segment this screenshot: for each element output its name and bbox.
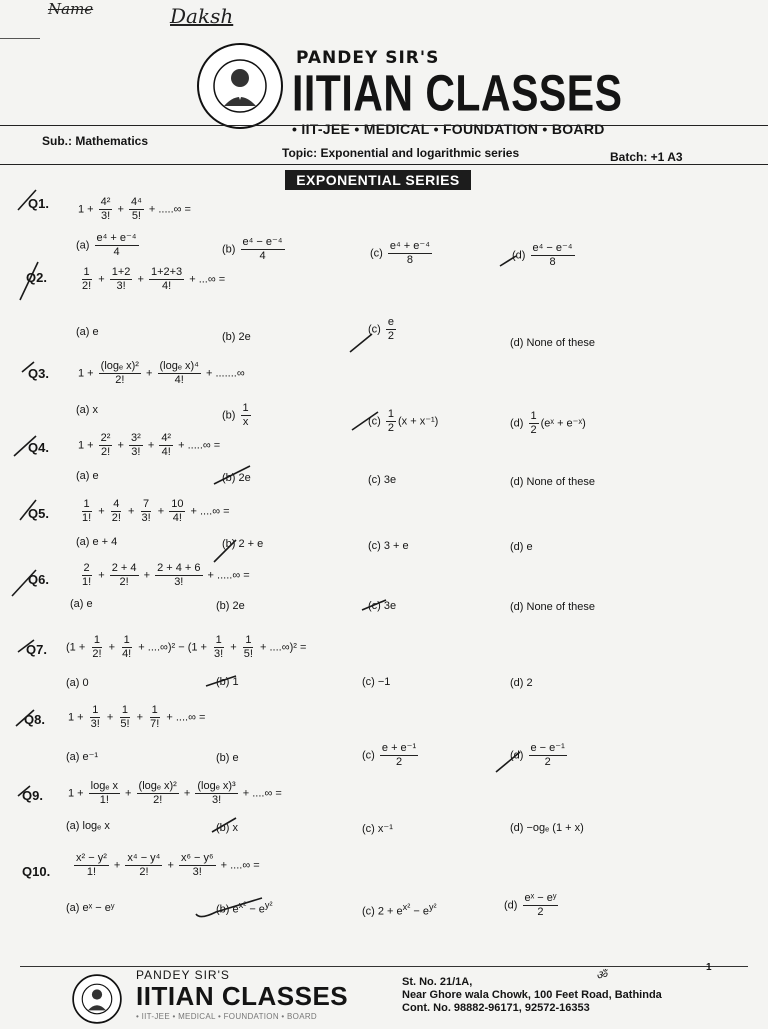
option-a: (a) e xyxy=(76,326,99,338)
section-title: EXPONENTIAL SERIES xyxy=(285,170,471,190)
handwritten-name-label: Name xyxy=(48,0,94,18)
header-brand-small: PANDEY SIR'S xyxy=(296,48,440,68)
header-brand-large: IITIAN CLASSES xyxy=(292,64,623,122)
topic-label: Topic: Exponential and logarithmic series xyxy=(282,146,520,160)
question-expression: 1 + $\frac{1}{3!}$ + $\frac{1}{5!}$ + $\frac{1}{7!}$ + ....∞ = xyxy=(68,704,206,730)
question-expression: 1 + $\frac{\text{2²}}{2!}$ + $\frac{\text{3²}}{3!}$ + $\frac{\text{4²}}{4!}$ + .....∞ = xyxy=(78,432,221,458)
option-a: (a) $\frac{\text{e⁴ + e⁻⁴}}{4}$ xyxy=(76,232,137,258)
option-d: (d) $\frac{\text{e − e⁻¹}}{2}$ xyxy=(510,742,565,768)
option-c: (c) 3 + e xyxy=(368,540,409,552)
option-c: (c) $\frac{\text{e⁴ + e⁻⁴}}{8}$ xyxy=(370,240,430,266)
option-d: (d) −ogₑ (1 + x) xyxy=(510,822,584,834)
question-number: Q10. xyxy=(22,864,51,879)
answer-mark xyxy=(214,540,236,562)
option-a: (a) eˣ − eʸ xyxy=(66,902,115,914)
option-c: (c) $\frac{1}{2}$ (x + x⁻¹) xyxy=(368,408,439,434)
seal-logo-icon xyxy=(72,974,122,1024)
question-number: Q5. xyxy=(28,506,49,521)
option-d: (d) None of these xyxy=(510,337,595,349)
option-b: (b) 2e xyxy=(222,472,251,484)
subject-label: Sub.: Mathematics xyxy=(42,134,149,148)
tick-mark xyxy=(18,786,30,796)
option-b: (b) $\frac{1}{x}$ xyxy=(222,402,249,428)
question-expression: $\frac{1}{1!}$ + $\frac{4}{2!}$ + $\frac{7}{3!}$ + $\frac{10}{4!}$ + ....∞ = xyxy=(82,498,230,524)
question-number: Q4. xyxy=(28,440,49,455)
page-number: 1 xyxy=(706,962,712,973)
answer-mark xyxy=(196,898,262,917)
answer-mark xyxy=(214,466,250,484)
footer-address-line2: Near Ghore wala Chowk, 100 Feet Road, Bathinda xyxy=(402,989,662,1001)
option-d: (d) $\frac{\text{e⁴ − e⁻⁴}}{8}$ xyxy=(512,242,573,268)
footer-brand-large: IITIAN CLASSES xyxy=(136,981,349,1011)
footer-address-line1: St. No. 21/1A, xyxy=(402,976,473,988)
question-number: Q3. xyxy=(28,366,49,381)
question-number: Q1. xyxy=(28,196,49,211)
tick-mark xyxy=(18,640,34,652)
option-a: (a) x xyxy=(76,404,98,416)
tick-mark xyxy=(12,570,36,596)
option-b: (b) x xyxy=(216,822,238,834)
option-b: (b) 2e xyxy=(216,600,245,612)
question-number: Q2. xyxy=(26,270,47,285)
answer-mark xyxy=(362,600,386,610)
question-number: Q9. xyxy=(22,788,43,803)
option-b: (b) 1 xyxy=(216,676,239,688)
answer-mark xyxy=(350,334,372,352)
answer-mark xyxy=(352,412,378,430)
answer-mark xyxy=(496,752,520,772)
answer-mark xyxy=(500,256,516,266)
question-expression: (1 + $\frac{1}{2!}$ + $\frac{1}{4!}$ + ....∞)² − (1 + $\frac{1}{3!}$ + $\frac{1}{5!}$ + ....∞)² = xyxy=(66,634,307,660)
option-a: (a) logₑ x xyxy=(66,820,110,832)
option-d: (d) $\frac{1}{2}$ (eˣ + e⁻ˣ) xyxy=(510,410,586,436)
tick-mark xyxy=(20,262,38,300)
footer-contact: Cont. No. 98882-96171, 92572-16353 xyxy=(402,1002,590,1014)
handwritten-name: Daksh xyxy=(170,4,234,28)
option-c: (c) $2 + e^{x^2} - e^{y^2}$ xyxy=(362,902,437,918)
tick-mark xyxy=(16,710,34,726)
question-expression: 1 + $\frac{\text{4²}}{3!}$ + $\frac{\text{4⁴}}{5!}$ + .....∞ = xyxy=(78,196,191,222)
tick-mark xyxy=(18,190,36,210)
tick-mark xyxy=(14,436,36,456)
tick-mark xyxy=(20,500,36,520)
batch-label: Batch: +1 A3 xyxy=(610,150,683,164)
option-c: (c) $\frac{e}{2}$ xyxy=(368,316,395,342)
option-a: (a) 0 xyxy=(66,677,89,689)
question-expression: $\frac{1}{2!}$ + $\frac{1+2}{3!}$ + $\frac{1+2+3}{4!}$ + ...∞ = xyxy=(82,266,226,292)
question-expression: 1 + $\frac{\text{(logₑ x)²}}{2!}$ + $\frac{\text{(logₑ x)⁴}}{4!}$ + .......∞ xyxy=(78,360,245,386)
answer-mark xyxy=(206,676,236,686)
question-number: Q8. xyxy=(24,712,45,727)
header-tagline: • IIT-JEE • MEDICAL • FOUNDATION • BOARD xyxy=(292,121,605,137)
question-number: Q7. xyxy=(26,642,47,657)
option-d: (d) $\frac{\text{eˣ − eʸ}}{2}$ xyxy=(504,892,557,918)
option-c: (c) x⁻¹ xyxy=(362,823,393,835)
option-a: (a) e⁻¹ xyxy=(66,751,99,763)
question-number: Q6. xyxy=(28,572,49,587)
option-d: (d) None of these xyxy=(510,476,595,488)
option-b: (b) $e^{x^2} - e^{y^2}$ xyxy=(216,900,273,916)
option-d: (d) None of these xyxy=(510,601,595,613)
option-a: (a) e + 4 xyxy=(76,536,118,548)
option-b: (b) $\frac{\text{e⁴ − e⁻⁴}}{4}$ xyxy=(222,236,283,262)
footer-rule xyxy=(20,966,748,967)
option-c: (c) $\frac{\text{e + e⁻¹}}{2}$ xyxy=(362,742,417,768)
option-b: (b) 2e xyxy=(222,331,251,343)
tick-mark xyxy=(22,362,34,372)
option-c: (c) 3e xyxy=(368,600,397,612)
question-expression: $\frac{\text{x² − y²}}{1!}$ + $\frac{\text{x⁴ − y⁴}}{2!}$ + $\frac{\text{x⁶ − y⁶}}{3!}$ + ....∞ = xyxy=(76,852,260,878)
option-b: (b) 2 + e xyxy=(222,538,264,550)
option-c: (c) −1 xyxy=(362,676,391,688)
option-c: (c) 3e xyxy=(368,474,397,486)
footer-seal xyxy=(72,974,122,1029)
question-expression: $\frac{2}{1!}$ + $\frac{2 + 4}{2!}$ + $\frac{2 + 4 + 6}{3!}$ + .....∞ = xyxy=(82,562,250,588)
option-d: (d) e xyxy=(510,541,533,553)
option-b: (b) e xyxy=(216,752,239,764)
handwritten-corner: ॐ xyxy=(596,968,607,982)
answer-mark xyxy=(212,818,236,832)
question-expression: 1 + $\frac{\text{logₑ x}}{1!}$ + $\frac{\text{(logₑ x)²}}{2!}$ + $\frac{\text{(logₑ x)³}}{3!}$ + ....∞ = xyxy=(68,780,282,806)
option-d: (d) 2 xyxy=(510,677,533,689)
footer-brand-small: PANDEY SIR'S xyxy=(136,968,230,982)
option-a: (a) e xyxy=(76,470,99,482)
option-a: (a) e xyxy=(70,598,93,610)
footer-tagline: • IIT-JEE • MEDICAL • FOUNDATION • BOARD xyxy=(136,1012,317,1021)
